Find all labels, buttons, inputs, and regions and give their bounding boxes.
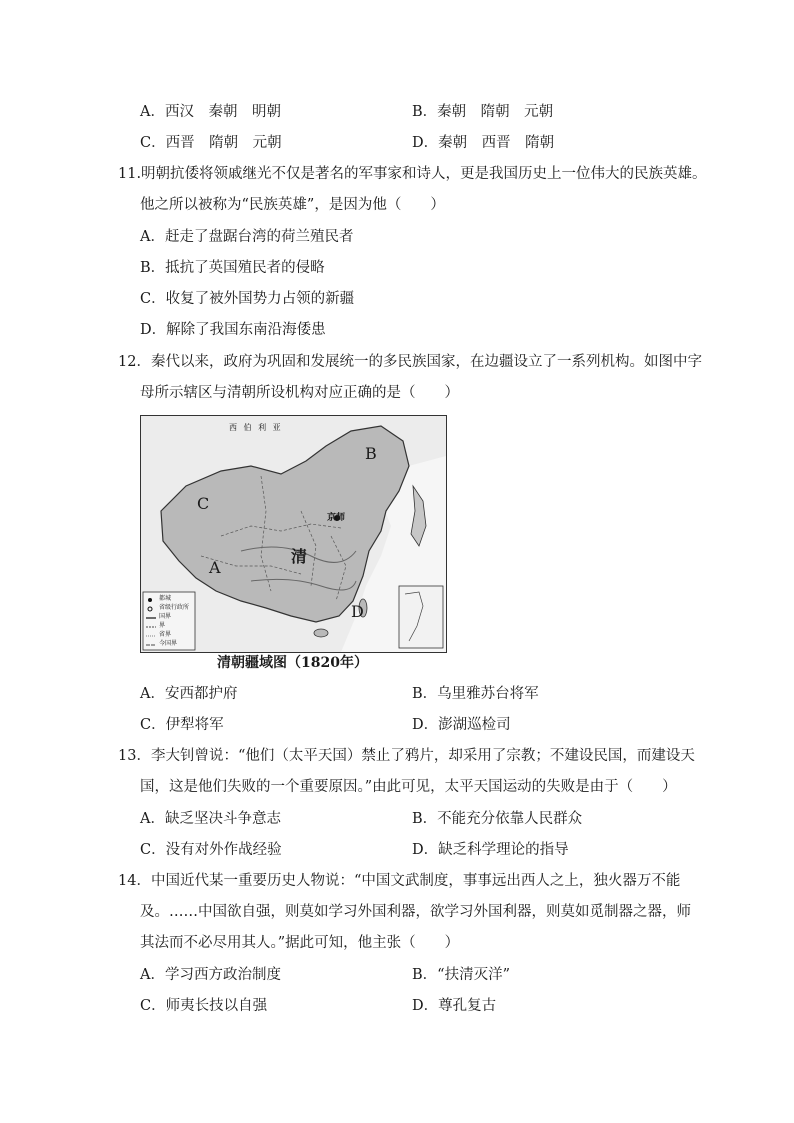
q11-option-a: A．赶走了盘踞台湾的荷兰殖民者 <box>140 229 354 245</box>
q11-option-c: C．收复了被外国势力占领的新疆 <box>140 291 355 307</box>
qing-territory-map <box>140 415 447 653</box>
q13-stem-line1: 13．李大钊曾说：“他们（太平天国）禁止了鸦片，却采用了宗教；不建设民国，而建设天 <box>118 748 695 764</box>
map-letter-a: A <box>209 558 221 577</box>
q12-option-c: C．伊犁将军 <box>140 717 224 733</box>
q13-option-b: B．不能充分依靠人民群众 <box>412 811 583 827</box>
q13-option-d: D．缺乏科学理论的指导 <box>412 842 569 858</box>
legend-modern-border: 今国界 <box>159 640 178 647</box>
legend-capital: 都城 <box>159 595 172 602</box>
q14-stem-line3: 其法而不必尽用其人。”据此可知，他主张（ ） <box>140 935 460 951</box>
legend-provincial-seat: 省级行政所 <box>159 604 190 611</box>
q11-option-b: B．抵抗了英国殖民者的侵略 <box>140 260 325 276</box>
q14-option-c: C．师夷长技以自强 <box>140 998 268 1014</box>
q12-stem-line2: 母所示辖区与清朝所设机构对应正确的是（ ） <box>140 385 459 401</box>
legend-border: 界 <box>159 622 166 629</box>
q14-stem-line2: 及。……中国欲自强，则莫如学习外国利器，欲学习外国利器，则莫如觅制器之器，师 <box>140 904 691 920</box>
q12-option-d: D．澎湖巡检司 <box>412 717 511 733</box>
q14-option-b: B．“扶清灭洋” <box>412 967 510 983</box>
q13-stem-line2: 国，这是他们失败的一个重要原因。”由此可见，太平天国运动的失败是由于（ ） <box>140 779 677 795</box>
q12-stem-line1: 12．秦代以来，政府为巩固和发展统一的多民族国家，在边疆设立了一系列机构。如图中字 <box>118 354 702 370</box>
map-capital-label: 京师 <box>327 513 346 523</box>
q11-stem-line2: 他之所以被称为“民族英雄”，是因为他（ ） <box>140 197 445 213</box>
q13-option-c: C．没有对外作战经验 <box>140 842 282 858</box>
q13-option-a: A．缺乏坚决斗争意志 <box>140 811 281 827</box>
q11-stem-line1: 11.明朝抗倭将领戚继光不仅是著名的军事家和诗人，更是我国历史上一位伟大的民族英雄。 <box>118 166 707 182</box>
map-title-top: 西 伯 利 亚 <box>229 423 283 432</box>
map-center-label: 清 <box>291 547 308 566</box>
q14-stem-line1: 14．中国近代某一重要历史人物说：“中国文武制度，事事远出西人之上，独火器万不能 <box>118 873 681 889</box>
legend-national-border: 国界 <box>159 613 172 620</box>
q14-option-d: D．尊孔复古 <box>412 998 497 1014</box>
q11-option-d: D．解除了我国东南沿海倭患 <box>140 322 326 338</box>
legend-province-border: 省界 <box>159 631 172 638</box>
map-letter-b: B <box>365 444 377 463</box>
q12-option-a: A．安西都护府 <box>140 686 238 702</box>
map-legend <box>159 594 189 648</box>
map-letter-d: D <box>351 602 364 621</box>
q10-option-b: B．秦朝 隋朝 元朝 <box>412 104 554 120</box>
q10-option-a: A．西汉 秦朝 明朝 <box>140 104 281 120</box>
q10-option-c: C．西晋 隋朝 元朝 <box>140 135 282 151</box>
map-letter-c: C <box>197 494 210 513</box>
q12-option-b: B．乌里雅苏台将军 <box>412 686 539 702</box>
q14-option-a: A．学习西方政治制度 <box>140 967 281 983</box>
q10-option-d: D．秦朝 西晋 隋朝 <box>412 135 555 151</box>
map-caption: 清朝疆域图（1820年） <box>217 655 368 671</box>
